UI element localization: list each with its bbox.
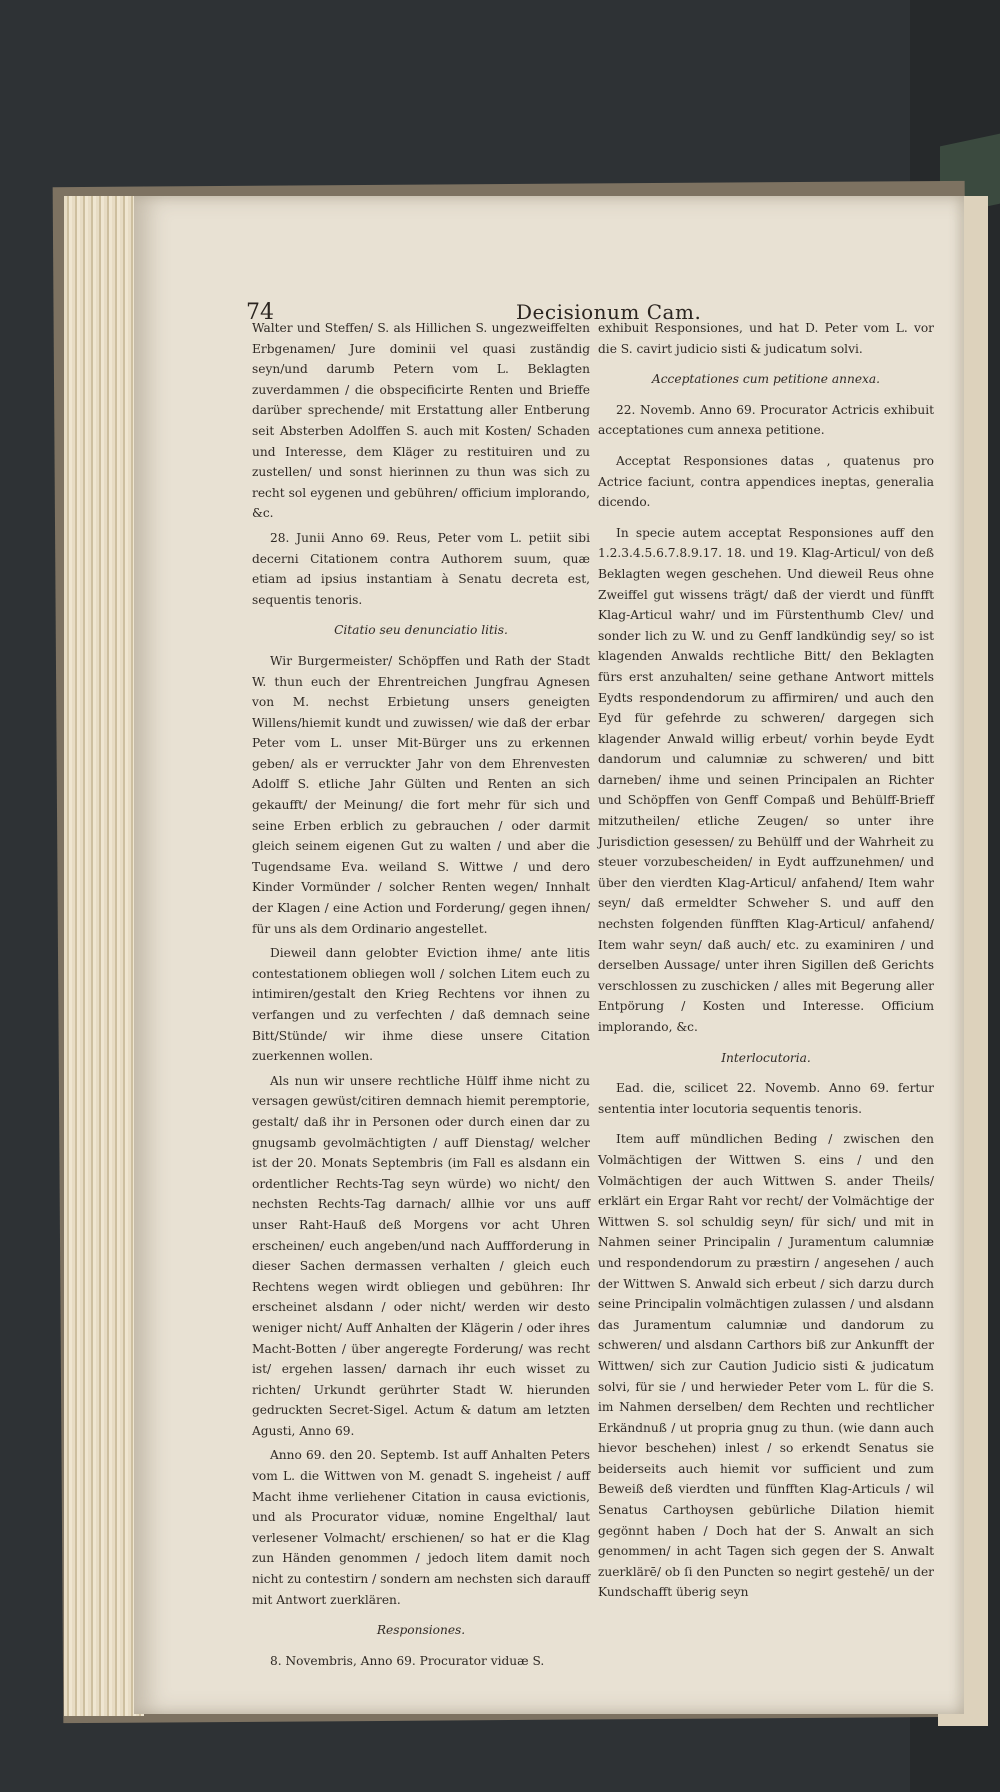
running-title: Decisionum Cam. (516, 300, 702, 324)
paragraph: Als nun wir unsere rechtliche Hülff ihme nicht zu versagen gewüst/citiren demnach hiemit peremptorie, gestalt/ daß ihr in Personen oder durch einen dar zu gnugsamb gevolmächtigten / auff Dienstag/ welcher ist der 20. Monats Septembris (im Fall es alsdann ein ordentlicher Rechts-Tag seyn würde) wo nicht/ den nechsten Rechts-Tag darnach/ allhie vor uns auff unser Raht-Hauß deß Morgens vor acht Uhren erscheinen/ euch angeben/und nach Auffforderung in dieser Sachen dermassen verhalten / gleich euch Rechtens wegen wirdt obliegen und gebühren: Ihr erscheinet alsdann / oder nicht/ werden wir desto weniger nicht/ Auff Anhalten der Klägerin / oder ihres Macht-Botten / über angeregte Forderung/ was recht ist/ ergehen lassen/ darnach ihr euch wisset zu richten/ Urkundt gerührter Stadt W. hierunden gedruckten Secret-Sigel. Actum & datum am letzten Agusti, Anno 69. (252, 1073, 590, 1438)
left-column (252, 318, 590, 1675)
paragraph: 22. Novemb. Anno 69. Procurator Actricis exhibuit acceptationes cum annexa petitione. (598, 402, 934, 438)
paragraph: 28. Junii Anno 69. Reus, Peter vom L. petiit sibi decerni Citationem contra Authorem suum, quæ etiam ad ipsius instantiam à Senatu decreta est, sequentis tenoris. (252, 530, 590, 607)
paragraph: exhibuit Responsiones, und hat D. Peter vom L. vor die S. cavirt judicio sisti & judicatum solvi. (598, 321, 934, 356)
paragraph: Acceptat Responsiones datas , quatenus pro Actrice faciunt, contra appendices ineptas, generalia dicendo. (598, 453, 934, 510)
right-column (598, 318, 934, 1607)
section-heading: Interlocutoria. (721, 1050, 811, 1065)
paragraph: Wir Burgermeister/ Schöpffen und Rath der Stadt W. thun euch der Ehrentreichen Jungfrau Agnesen von M. nechst Erbietung unsers geneigten Willens/hiemit kundt und zuwissen/ wie daß der erbar Peter vom L. unser Mit-Bürger uns zu erkennen geben/ als er verruckter Jahr von dem Ehrenvesten Adolff S. etliche Jahr Gülten und Renten an sich gekaufft/ der Meinung/ die fort mehr für sich und seine Erben erblich zu gebrauchen / oder darmit gleich seinem eigenen Gut zu walten / und aber die Tugendsame Eva. weiland S. Wittwe / und dero Kinder Vormünder / solcher Renten wegen/ Innhalt der Klagen / eine Action und Forderung/ gegen ihnen/ für uns als dem Ordinario angestellet. (252, 653, 590, 936)
paragraph: 8. Novembris, Anno 69. Procurator viduæ S. (270, 1653, 545, 1668)
page-stack-edge (64, 196, 144, 1716)
section-heading: Acceptationes cum petitione annexa. (651, 372, 881, 387)
paragraph: Walter und Steffen/ S. als Hillichen S. ungezweiffelten Erbgenamen/ Jure dominii vel quasi zuständig seyn/und darumb Petern vom L. Beklagten zuverdammen / die obspecificirte Renten und Brieffe darüber sprechende/ mit Erstattung aller Entberung seit Absterben Adolffen S. auch mit Kosten/ Schaden und Interesse, dem Kläger zu restituiren und zu zustellen/ und sonst hierinnen zu thun was sich zu recht sol eygenen und gebühren/ officium implorando, &c. (252, 321, 590, 521)
paragraph: Item auff mündlichen Beding / zwischen den Volmächtigen der Wittwen S. eins / und den Volmächtigen der auch Wittwen S. ander Theils/ erklärt ein Ergar Raht vor recht/ der Volmächtige der Wittwen S. sol schuldig seyn/ für sich/ und mit in Nahmen seiner Principalin / Juramentum calumniæ und respondendorum zu præstirn / angesehen / auch der Wittwen S. Anwald sich erbeut / sich darzu durch seine Principalin volmächtigen zulassen / und alsdann das Juramentum calumniæ und dandorum zu schweren/ und alsdann Carthors biß zur Ankunfft der Wittwen/ sich zur Caution Judicio sisti & judicatum solvi, für sie / und herwieder Peter vom L. für die S. im Nahmen derselben/ dem Rechten und rechtlicher Erkändnuß / ut propria gnug zu thun. (wie dann auch hievor beschehen) inlest / so erkendt Senatus sie beiderseits auch hiemit vor sufficient und zum Beweiß deß vierdten und fünfften Klag-Articuls / wil Senatus Carthoysen gebürliche Dilation hiemit gegönnt haben / Doch hat der S. Anwalt an sich genommen/ in acht Tagen sich gegen der S. Anwalt zuerklärē/ ob ſi den Puncten so negirt gestehē/ un der Kundschafft überig seyn (598, 1132, 934, 1600)
paragraph: Dieweil dann gelobter Eviction ihme/ ante litis contestationem obliegen woll / solchen Litem euch zu intimiren/gestalt den Krieg Rechtens vor ihnen zu verfangen und zu verfechten / daß demnach seine Bitt/Stünde/ wir ihme diese unsere Citation zuerkennen wollen. (252, 946, 590, 1064)
section-heading: Citatio seu denunciatio litis. (334, 623, 508, 638)
section-heading: Responsiones. (376, 1623, 466, 1638)
page-number: 74 (246, 300, 274, 325)
paragraph: In specie autem acceptat Responsiones auff den 1.2.3.4.5.6.7.8.9.17. 18. und 19. Klag-Articul/ von deß Beklagten wegen geschehen. Und dieweil Reus ohne Zweiffel gut wissens trägt/ daß der vierdt und fünfft Klag-Articul wahr/ und im Fürstenthumb Clev/ und sonder lich zu W. und zu Genff landkündig sey/ so ist klagenden Anwalds rechtliche Bitt/ den Beklagten fürs erst anzuhalten/ seine gethane Antwort mittels Eydts respondendorum zu affirmiren/ und auch den Eyd für gefehrde zu schweren/ dargegen sich klagender Anwald willig erbeut/ vorhin beyde Eydt dandorum und calumniæ zu schweren/ und bitt darneben/ ihme und seinen Principalen an Richter und Schöpffen von Genff Compaß und Behülff-Brieff mitzutheilen/ etliche Zeugen/ so unter ihre Jurisdiction gesessen/ zu Behülff und der Wahrheit zu steuer vorzubescheiden/ in Eydt auffzunehmen/ und über den vierdten Klag-Articul/ anfahend/ Item wahr seyn/ daß ermeldter Schweher S. und auff den nechsten folgenden fünfften Klag-Articul/ anfahend/ Item wahr seyn/ daß auch/ etc. zu examiniren / und derselben Aussage/ unter ihren Sigillen deß Gerichts verschlossen zu zuschicken / alles mit Begerung aller Entpörung / Kosten und Interesse. Officium implorando, &c. (598, 525, 934, 1034)
paragraph: Anno 69. den 20. Septemb. Ist auff Anhalten Peters vom L. die Wittwen von M. genadt S. ingeheist / auff Macht ihme verliehener Citation in causa evictionis, und als Procurator viduæ, nomine Engelthal/ laut verlesener Volmacht/ erschienen/ so hat er die Klag zun Händen genommen / jedoch litem damit noch nicht zu contestirn / sondern am nechsten sich darauff mit Antwort zuerklären. (252, 1448, 590, 1607)
paragraph: Ead. die, scilicet 22. Novemb. Anno 69. fertur sententia inter locutoria sequentis tenoris. (598, 1081, 934, 1116)
